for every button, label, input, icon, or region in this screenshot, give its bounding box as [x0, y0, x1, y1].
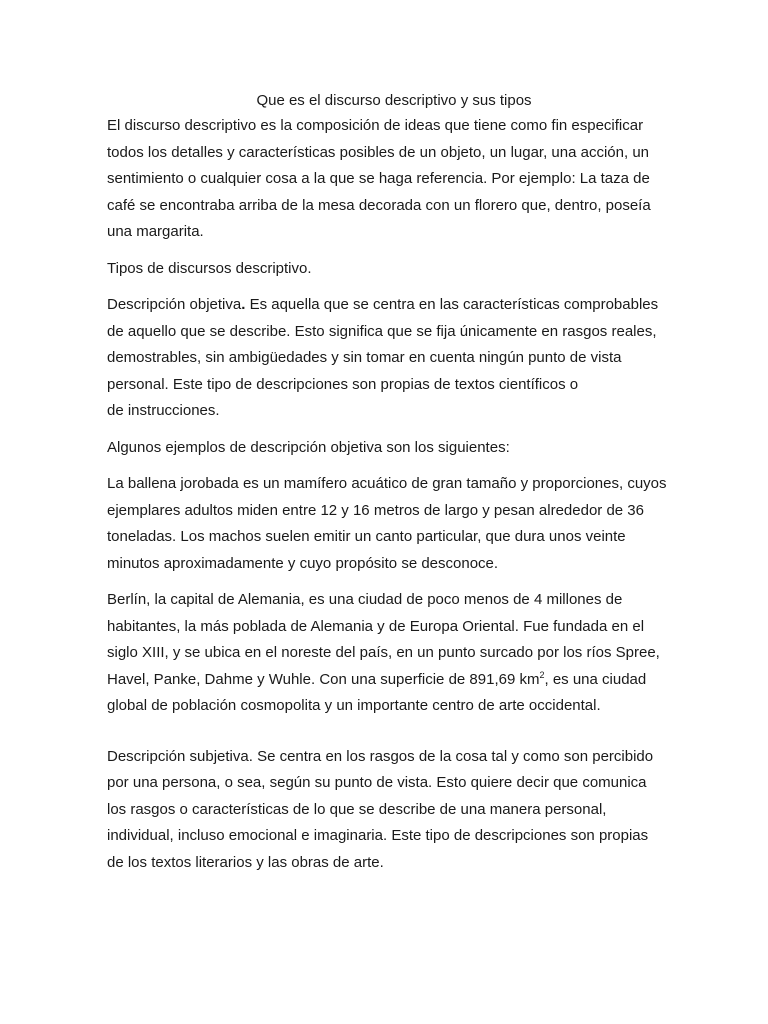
- document-title: Que es el discurso descriptivo y sus tipos: [256, 92, 532, 109]
- objective-term-period: .: [241, 296, 246, 313]
- objective-body-end: de instrucciones.: [107, 402, 220, 419]
- examples-intro: Algunos ejemplos de descripción objetiva son los siguientes:: [107, 438, 510, 456]
- example-whale-paragraph: La ballena jorobada es un mamífero acuático de gran tamaño y proporciones, cuyos ejemplares adultos miden entre 12 y 16 metros de largo y pesan alrededor de 36 toneladas. Los machos suelen emitir un canto particular, que dura unos veinte minutos aproximadamente y cuyo propósito se desconoce.: [107, 475, 667, 572]
- berlin-text: Berlín, la capital de Alemania, es una ciudad de poco menos de 4 millones de habitantes, la más poblada de Alemania y de Europa Oriental. Fue fundada en el siglo XIII, y se ubica en el noreste del país, en un punto surcado por los ríos Spree, Havel, Panke, Dahme y Wuhle. Con una superficie de 891,69 km: [107, 591, 660, 688]
- squared-superscript: 2: [539, 669, 545, 680]
- objective-term: Descripción objetiva: [107, 296, 242, 313]
- berlin-text-end: , es una ciudad global de población cosmopolita y un importante centro de arte occidental.: [107, 670, 647, 714]
- objective-paragraph: [107, 292, 667, 425]
- objective-body: Es aquella que se centra en las características comprobables de aquello que se describe. Esto significa que se fija únicamente en rasgos reales, demostrables, sin ambigüedades y sin tomar en cuenta ningún punto de vista personal. Este tipo de descripciones son propias de textos científicos o: [107, 296, 659, 393]
- document-body: [107, 90, 667, 886]
- subjective-paragraph: Descripción subjetiva. Se centra en los rasgos de la cosa tal y como son percibido por una persona, o sea, según su punto de vista. Esto quiere decir que comunica los rasgos o características de lo que se describe de una manera personal, individual, incluso emocional e imaginaria. Este tipo de descripciones son propias de los textos literarios y las obras de arte.: [107, 747, 654, 871]
- example-berlin-paragraph: [107, 587, 667, 720]
- types-heading: Tipos de discursos descriptivo.: [107, 259, 312, 277]
- intro-paragraph: El discurso descriptivo es la composición de ideas que tiene como fin especificar todos los detalles y características posibles de un objeto, un lugar, una acción, un sentimiento o cualquier cosa a la que se haga referencia. Por ejemplo: La taza de café se encontraba arriba de la mesa decorada con un florero que, dentro, poseía una margarita.: [107, 117, 651, 240]
- paragraph-gap: [107, 730, 667, 744]
